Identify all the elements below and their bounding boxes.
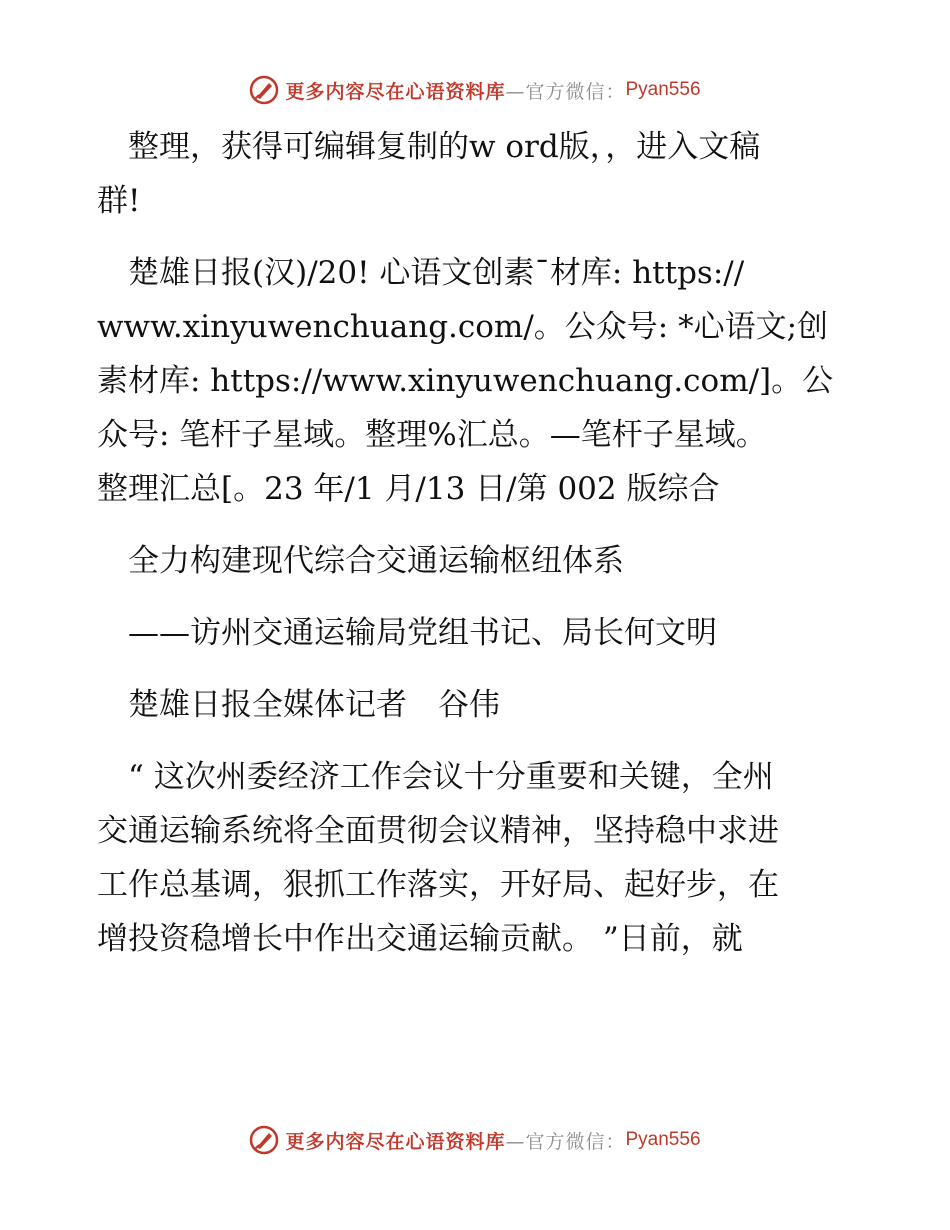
text-line: 整理汇总[。23 年/1 月/13 日/第 002 版综合 bbox=[97, 471, 720, 507]
banner-main-text: 更多内容尽在心语资料库 bbox=[285, 80, 506, 103]
article-title bbox=[97, 534, 857, 588]
text-line: www.xinyuwenchuang.com/。公众号: *心语文;创 bbox=[97, 309, 829, 345]
banner-main-text: 更多内容尽在心语资料库 bbox=[285, 1130, 506, 1153]
quill-logo-icon bbox=[249, 1125, 279, 1155]
text-line: 楚雄日报全媒体记者 谷伟 bbox=[97, 687, 500, 723]
text-line: 全力构建现代综合交通运输枢纽体系 bbox=[97, 543, 624, 579]
text-line: 素材库: https://www.xinyuwenchuang.com/]。公 bbox=[97, 363, 834, 399]
header-banner bbox=[0, 70, 950, 110]
banner-wechat-id: Pyan556 bbox=[625, 1129, 701, 1150]
text-line: 交通运输系统将全面贯彻会议精神，坚持稳中求进 bbox=[97, 813, 779, 849]
text-line: 工作总基调，狠抓工作落实，开好局、起好步，在 bbox=[97, 867, 779, 903]
paragraph-source bbox=[97, 246, 857, 516]
text-line: 众号: 笔杆子星域。整理%汇总。—笔杆子星域。 bbox=[97, 417, 767, 453]
article-byline bbox=[97, 678, 857, 732]
text-line: 整理，获得可编辑复制的w ord版，，进入文稿 bbox=[97, 129, 761, 165]
footer-banner bbox=[0, 1120, 950, 1160]
text-line: 楚雄日报(汉)/20! 心语文创素¯材库: https:// bbox=[97, 255, 745, 291]
text-line: ——访州交通运输局党组书记、局长何文明 bbox=[97, 615, 717, 651]
document-body bbox=[97, 120, 857, 966]
text-line: 增投资稳增长中作出交通运输贡献。 ”日前，就 bbox=[97, 921, 743, 957]
paragraph-intro bbox=[97, 120, 857, 228]
text-line: “ 这次州委经济工作会议十分重要和关键，全州 bbox=[97, 759, 774, 795]
paragraph-body bbox=[97, 750, 857, 966]
article-subtitle bbox=[97, 606, 857, 660]
banner-wechat-id: Pyan556 bbox=[625, 79, 701, 100]
banner-official-wechat-text: —官方微信： bbox=[505, 1130, 626, 1153]
banner-official-wechat-text: —官方微信： bbox=[505, 80, 626, 103]
text-line: 群! bbox=[97, 183, 141, 219]
quill-logo-icon bbox=[249, 75, 279, 105]
